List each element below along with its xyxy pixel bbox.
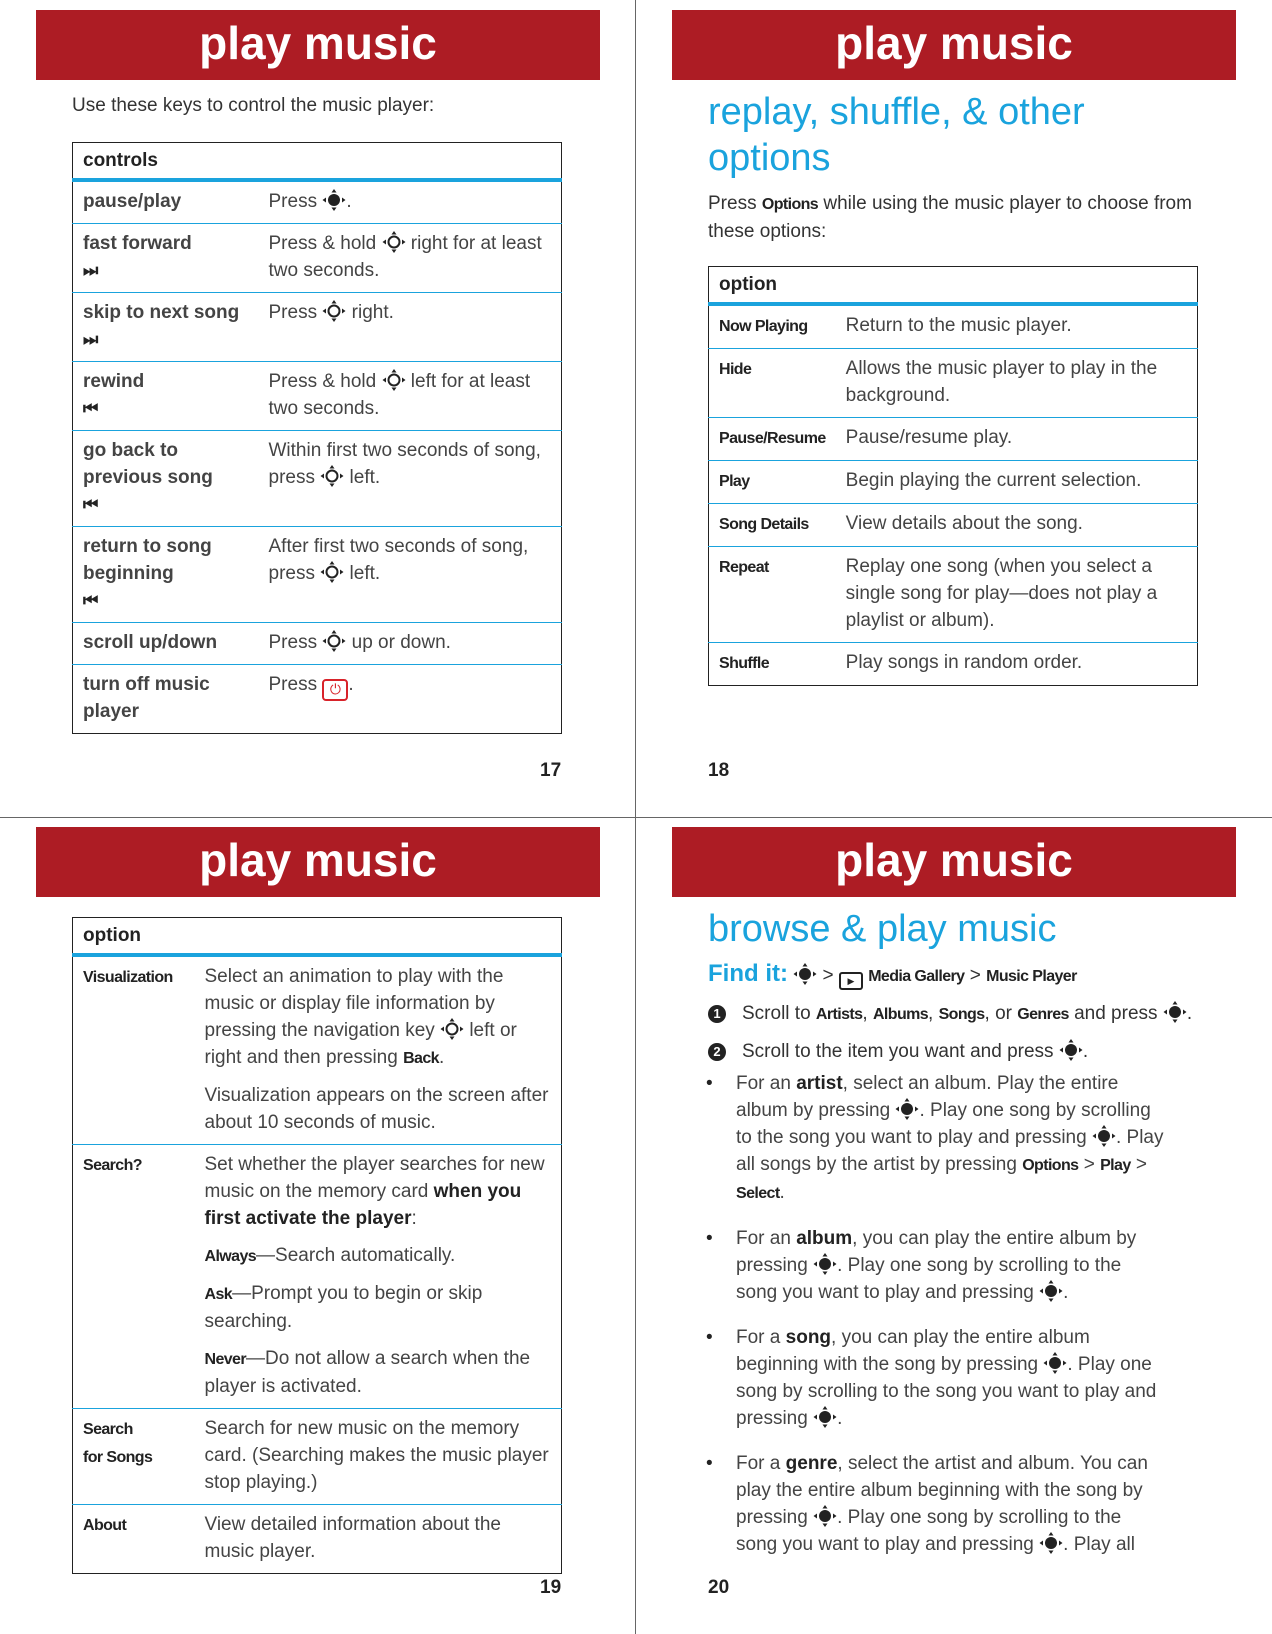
menu-path-item: Music Player	[986, 968, 1077, 985]
table-row	[73, 180, 562, 224]
nav-key-icon	[382, 231, 406, 253]
select-key-icon	[1163, 1001, 1187, 1023]
control-key: return to song beginning	[83, 536, 212, 584]
step-number: 1	[708, 1005, 726, 1023]
control-key: fast forward	[83, 233, 192, 254]
menu-key: Genres	[1017, 1006, 1069, 1023]
control-desc-end: left.	[349, 563, 381, 584]
step-2: 2 Scroll to the item you want and press .	[708, 1038, 1208, 1065]
control-key: skip to next song	[83, 302, 240, 323]
bullet-text: . Play all songs by the artist by pressing	[736, 1127, 1164, 1175]
option-desc: Return to the music player.	[845, 315, 1072, 336]
nav-key-icon	[440, 1018, 464, 1040]
list-item: • For an album, you can play the entire album by pressing . Play one song by scrolling to the song you want to play and pressing .	[736, 1225, 1166, 1306]
option-key: Search?	[83, 1157, 142, 1174]
menu-key: Select	[736, 1185, 780, 1202]
control-desc-end: up or down.	[351, 632, 451, 653]
page-banner: play music	[672, 827, 1236, 897]
bullet-text: , select the artist and album. You can play the entire album beginning with the song by pressing	[736, 1453, 1148, 1528]
find-it-path: Find it: > ▶ Media Gallery > Music Player	[708, 960, 1077, 990]
option-desc: .	[438, 1047, 445, 1068]
option-desc: Pause/resume play.	[836, 418, 1198, 461]
rewind-icon: ⏮	[83, 495, 96, 514]
table-row	[709, 547, 1198, 643]
option-desc: :	[411, 1208, 417, 1229]
page-19	[0, 817, 636, 1634]
table-row	[709, 643, 1198, 686]
select-key-icon	[1043, 1352, 1067, 1374]
menu-key: Options	[1022, 1157, 1079, 1174]
option-desc: Play songs in random order.	[836, 643, 1198, 686]
bullet-bold: artist	[796, 1073, 843, 1094]
control-key: scroll up/down	[83, 632, 218, 653]
nav-key-icon	[322, 630, 346, 652]
controls-table	[72, 142, 562, 734]
table-row	[709, 504, 1198, 547]
select-key-icon	[1039, 1280, 1063, 1302]
option-desc: View details about the song.	[836, 504, 1198, 547]
table-row	[73, 224, 562, 293]
option-key: Visualization	[83, 969, 173, 986]
step-text: and press	[1074, 1003, 1158, 1024]
setting-desc: —Prompt you to begin or skip searching.	[204, 1283, 483, 1332]
bullet-text: . Play one song by scrolling to the song you want to play and pressing	[736, 1507, 1122, 1555]
menu-key: Artists	[815, 1006, 863, 1023]
option-key: Pause/Resume	[719, 430, 826, 447]
table-row	[709, 461, 1198, 504]
control-desc-end: left for at least two seconds.	[268, 371, 531, 419]
bullet-bold: genre	[785, 1453, 838, 1474]
control-key: pause/play	[83, 191, 182, 212]
intro-text: Use these keys to control the music player:	[72, 95, 435, 116]
option-key: for Songs	[83, 1449, 153, 1466]
control-desc: After first two seconds of song, press	[268, 536, 529, 584]
table-row	[73, 527, 562, 623]
intro-text	[708, 190, 1208, 245]
control-key: go back to previous song	[83, 440, 213, 488]
option-key: Search	[83, 1421, 133, 1438]
bullet-text: , you can play the entire album by pressing	[736, 1228, 1137, 1276]
select-key-icon	[813, 1406, 837, 1428]
option-desc: Set whether the player searches for new music on the memory card	[204, 1154, 545, 1202]
page-number: 17	[540, 760, 562, 781]
control-desc: Press	[268, 191, 318, 212]
table-row	[73, 1409, 562, 1505]
option-desc: left or right and then pressing	[204, 1020, 517, 1068]
media-gallery-icon: ▶	[839, 972, 863, 990]
options-key-label: Options	[761, 196, 819, 213]
option-desc: Visualization appears on the screen after about 10 seconds of music.	[204, 1085, 549, 1133]
table-row	[73, 623, 562, 665]
page-number: 19	[540, 1577, 562, 1598]
skip-next-icon: ⏭	[83, 330, 96, 349]
setting-key: Never	[204, 1351, 246, 1368]
option-key: About	[83, 1517, 127, 1534]
intro-part: Press	[708, 193, 757, 214]
bullet-text: . Play one song by scrolling to the song you want to play and pressing	[736, 1100, 1151, 1148]
control-desc: Press	[268, 632, 318, 653]
setting-key: Always	[204, 1248, 257, 1265]
option-key: Song Details	[719, 516, 809, 533]
select-key-icon	[813, 1505, 837, 1527]
control-desc-end: right for at least two seconds.	[268, 233, 542, 281]
control-desc: Press & hold	[268, 233, 377, 254]
step-text: Scroll to	[742, 1003, 811, 1024]
table-row	[73, 293, 562, 362]
option-key: Play	[719, 473, 750, 490]
option-desc: View detailed information about the music player.	[195, 1505, 562, 1574]
option-key: Now Playing	[719, 318, 808, 335]
setting-desc: —Search automatically.	[256, 1245, 456, 1266]
nav-key-icon	[320, 465, 344, 487]
table-row	[709, 349, 1198, 418]
select-key-icon	[895, 1098, 919, 1120]
section-heading: browse & play music	[708, 908, 1057, 950]
back-key-label: Back	[403, 1050, 439, 1067]
select-key-icon	[1059, 1039, 1083, 1061]
control-desc-end: left.	[349, 467, 381, 488]
option-desc: Select an animation to play with the music or display file information by pressing the navigation key	[204, 966, 504, 1041]
table-header: controls	[73, 143, 562, 181]
page-17	[0, 0, 636, 817]
control-desc: Press & hold	[268, 371, 377, 392]
list-item: • For an artist, select an album. Play the entire album by pressing . Play one song by scrolling to the song you want to play and pressing . Play all songs by the artist by pressing Options > Play > Select.	[736, 1070, 1166, 1207]
table-row	[73, 955, 562, 1145]
bullet-text: . Play all	[1063, 1534, 1135, 1555]
select-key-icon	[322, 189, 346, 211]
menu-key: Play	[1100, 1157, 1131, 1174]
page-number: 20	[708, 1577, 730, 1598]
bullet-bold: album	[796, 1228, 853, 1249]
option-desc: Search for new music on the memory card. (Searching makes the music player stop playing.)	[195, 1409, 562, 1505]
bullet-text: . Play one song by scrolling to the song you want to play and pressing	[736, 1354, 1157, 1429]
bullet-text: For an	[736, 1228, 791, 1249]
page-20	[636, 817, 1272, 1634]
table-header: option	[709, 267, 1198, 305]
nav-key-icon	[322, 300, 346, 322]
find-it-label: Find it:	[708, 960, 788, 987]
table-row	[73, 665, 562, 734]
bullet-text: For an	[736, 1073, 791, 1094]
page-number: 18	[708, 760, 730, 781]
section-heading: replay, shuffle, & other options	[708, 91, 1085, 179]
table-row	[73, 1145, 562, 1409]
list-item: • For a song, you can play the entire album beginning with the song by pressing . Play one song by scrolling to the song you want to play and pressing .	[736, 1324, 1166, 1432]
control-desc-end: .	[346, 191, 352, 212]
select-key-icon	[1092, 1125, 1116, 1147]
option-desc: Begin playing the current selection.	[836, 461, 1198, 504]
nav-key-icon	[382, 369, 406, 391]
intro-part: while using the music player to choose from these options:	[708, 193, 1192, 242]
control-desc-end: right.	[351, 302, 394, 323]
fast-forward-icon: ⏭	[83, 261, 96, 280]
option-key: Repeat	[719, 559, 769, 576]
control-key: turn off music player	[83, 674, 210, 722]
bullet-text: , you can play the entire album beginning with the song by pressing	[736, 1327, 1090, 1375]
step-1: 1 Scroll to Artists, Albums, Songs, or Genres and press .	[708, 1000, 1208, 1028]
option-desc: Replay one song (when you select a single song for play—does not play a playlist or album).	[836, 547, 1198, 643]
table-row	[73, 431, 562, 527]
nav-key-icon	[320, 561, 344, 583]
bullet-text: For a	[736, 1453, 781, 1474]
bullet-bold: song	[785, 1327, 832, 1348]
step-text: Scroll to the item you want and press	[742, 1041, 1054, 1062]
rewind-icon: ⏮	[83, 399, 96, 418]
step-number: 2	[708, 1043, 726, 1061]
page-banner: play music	[672, 10, 1236, 80]
options-table	[708, 266, 1198, 686]
table-row	[709, 418, 1198, 461]
table-row	[73, 362, 562, 431]
select-key-icon	[793, 963, 817, 985]
list-item	[736, 1450, 1166, 1558]
option-desc: Allows the music player to play in the background.	[836, 349, 1198, 418]
bullet-text: . Play one song by scrolling to the song you want to play and pressing	[736, 1255, 1122, 1303]
select-key-icon	[1039, 1532, 1063, 1554]
step-text: , or	[984, 1003, 1012, 1024]
menu-path-item: Media Gallery	[868, 968, 965, 985]
page-18	[636, 0, 1272, 817]
option-desc-bold: when you first activate the player	[204, 1181, 522, 1229]
bullet-text: , select an album. Play the entire album by pressing	[736, 1073, 1119, 1121]
control-desc: Within first two seconds of song, press	[268, 440, 541, 488]
page-banner: play music	[36, 827, 600, 897]
menu-key: Albums	[872, 1006, 929, 1023]
option-key: Hide	[719, 361, 752, 378]
select-key-icon	[813, 1253, 837, 1275]
control-key: rewind	[83, 371, 145, 392]
table-row	[73, 1505, 562, 1574]
menu-key: Songs	[938, 1006, 985, 1023]
setting-desc: —Do not allow a search when the player is activated.	[204, 1348, 531, 1397]
browse-instructions-list	[736, 1070, 1166, 1576]
control-desc: Press	[268, 302, 318, 323]
page-banner: play music	[36, 10, 600, 80]
rewind-icon: ⏮	[83, 591, 96, 610]
control-desc: Press	[268, 674, 318, 695]
options-table	[72, 917, 562, 1574]
table-header: option	[73, 918, 562, 956]
option-key: Shuffle	[719, 655, 770, 672]
table-row	[709, 304, 1198, 349]
setting-key: Ask	[204, 1286, 233, 1303]
power-key-icon: ⏻	[322, 679, 348, 701]
bullet-text: For a	[736, 1327, 781, 1348]
control-desc-end: .	[348, 674, 354, 695]
